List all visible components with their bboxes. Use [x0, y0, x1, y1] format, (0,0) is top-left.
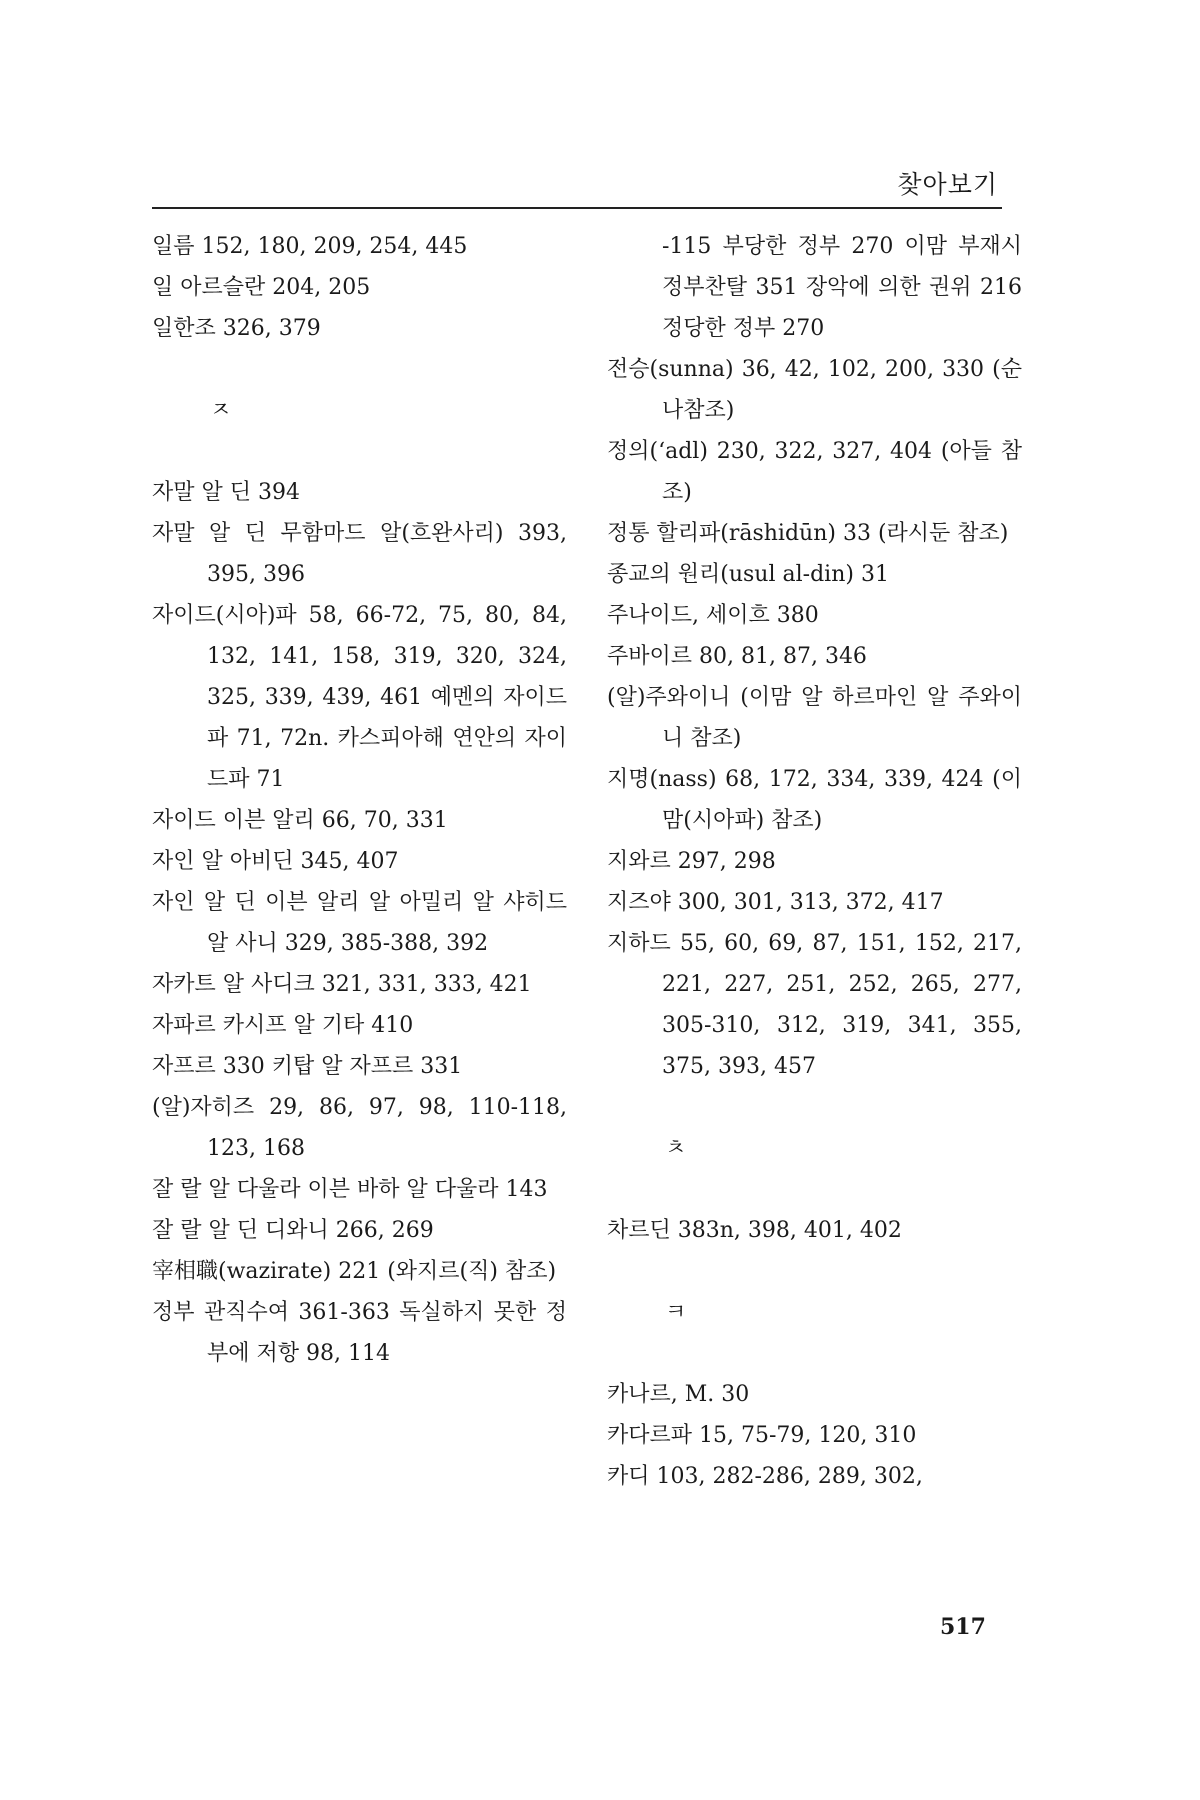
index-entry: 일름 152, 180, 209, 254, 445 — [152, 234, 468, 259]
index-entry: 정통 할리파(rāshidūn) 33 (라시둔 참조) — [607, 521, 1009, 546]
index-column-left — [152, 226, 567, 1374]
index-entry: 정의(‘adl) 230, 322, 327, 404 (아들 참조) — [607, 439, 1022, 505]
spacer — [152, 349, 567, 390]
header-title: 찾아보기 — [897, 170, 998, 199]
index-entry: 잘 랄 알 딘 디와니 266, 269 — [152, 1218, 434, 1243]
index-entry: 자인 알 딘 이븐 알리 알 아밀리 알 샤히드 알 사니 329, 385-388, 392 — [152, 890, 567, 956]
index-entry: 지즈야 300, 301, 313, 372, 417 — [607, 890, 944, 915]
index-entry: 자파르 카시프 알 기타 410 — [152, 1013, 414, 1038]
page-number: 517 — [940, 1614, 986, 1640]
index-entry: 자인 알 아비딘 345, 407 — [152, 849, 399, 874]
index-entry: (알)주와이니 (이맘 알 하르마인 알 주와이니 참조) — [607, 685, 1022, 751]
index-entry: 지명(nass) 68, 172, 334, 339, 424 (이맘(시아파) 참조) — [607, 767, 1022, 833]
index-entry: 차르딘 383n, 398, 401, 402 — [607, 1218, 902, 1243]
index-entry: 지와르 297, 298 — [607, 849, 776, 874]
spacer — [607, 1333, 1022, 1374]
index-entry: 자이드(시아)파 58, 66-72, 75, 80, 84, 132, 141, 158, 319, 320, 324, 325, 339, 439, 461 예멘의 자이드파 71, 72n. 카스피아해 연안의 자이드파 71 — [152, 603, 567, 792]
index-entry: 자프르 330 키탑 알 자프르 331 — [152, 1054, 463, 1079]
index-entry: 정부 관직수여 361-363 독실하지 못한 정부에 저항 98, 114 — [152, 1300, 567, 1366]
running-header — [152, 165, 1002, 209]
index-entry: 일한조 326, 379 — [152, 316, 321, 341]
index-entry-continuation: -115 부당한 정부 270 이맘 부재시 정부찬탈 351 장악에 의한 권위 216 정당한 정부 270 — [662, 234, 1022, 341]
index-column-right — [607, 226, 1022, 1497]
index-entry: 지하드 55, 60, 69, 87, 151, 152, 217, 221, 227, 251, 252, 265, 277, 305-310, 312, 319, 341, 355, 375, 393, 457 — [607, 931, 1022, 1079]
index-entry: 주바이르 80, 81, 87, 346 — [607, 644, 867, 669]
spacer — [152, 431, 567, 472]
index-entry: 잘 랄 알 다울라 이븐 바하 알 다울라 143 — [152, 1177, 548, 1202]
index-entry: (알)자히즈 29, 86, 97, 98, 110-118, 123, 168 — [152, 1095, 567, 1161]
index-entry: 자카트 알 사디크 321, 331, 333, 421 — [152, 972, 532, 997]
spacer — [607, 1087, 1022, 1128]
index-entry: 주나이드, 세이흐 380 — [607, 603, 819, 628]
index-entry: 자말 알 딘 394 — [152, 480, 300, 505]
index-entry: 카디 103, 282-286, 289, 302, — [607, 1464, 923, 1489]
section-heading: ㅈ — [210, 398, 232, 423]
spacer — [607, 1251, 1022, 1292]
index-entry: 전승(sunna) 36, 42, 102, 200, 330 (순나참조) — [607, 357, 1022, 423]
index-entry: 카나르, M. 30 — [607, 1382, 750, 1407]
index-entry: 자말 알 딘 무함마드 알(흐완사리) 393, 395, 396 — [152, 521, 567, 587]
spacer — [607, 1169, 1022, 1210]
index-entry: 카다르파 15, 75-79, 120, 310 — [607, 1423, 917, 1448]
index-entry: 자이드 이븐 알리 66, 70, 331 — [152, 808, 448, 833]
index-entry: 일 아르슬란 204, 205 — [152, 275, 371, 300]
section-heading: ㅋ — [665, 1300, 687, 1325]
index-entry: 종교의 원리(usul al-din) 31 — [607, 562, 889, 587]
index-entry: 宰相職(wazirate) 221 (와지르(직) 참조) — [152, 1259, 557, 1284]
section-heading: ㅊ — [665, 1136, 687, 1161]
